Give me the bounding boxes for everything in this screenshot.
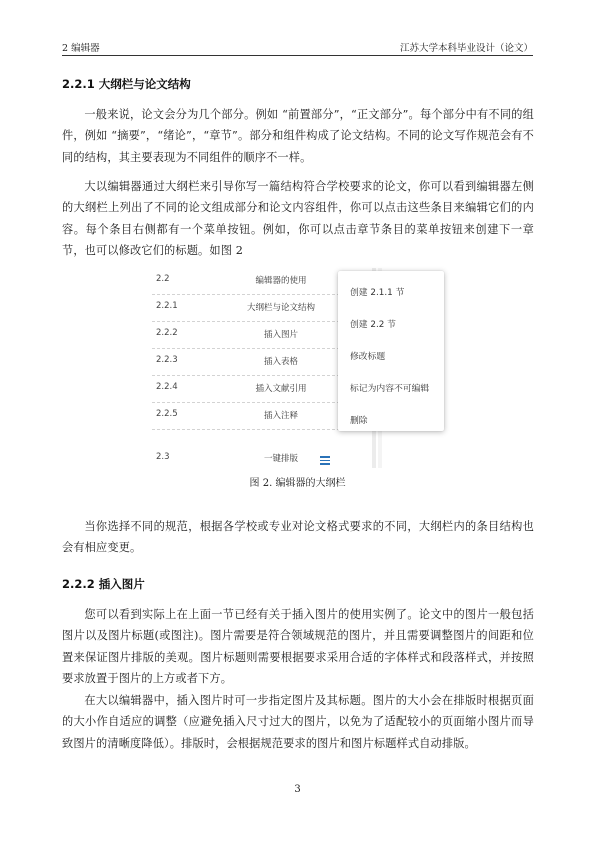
outline-row-title: 插入表格 (263, 357, 298, 367)
outline-row-number: 2.2.3 (156, 355, 178, 365)
outline-row-title: 插入注释 (263, 411, 298, 421)
running-header-right: 江苏大学本科毕业设计（论文） (399, 43, 533, 54)
paragraph: 一般来说，论文会分为几个部分。例如 “前置部分”，“正文部分”。每个部分中有不同的组件，例如 “摘要”，“绪论”，“章节”。部分和组件构成了论文结构。不同的论文写作规范会有不同的结构，其主要表现为不同组件的顺序不一样。 (62, 108, 534, 164)
context-menu (338, 271, 444, 431)
menu-item-create-section[interactable]: 创建 2.2 节 (350, 320, 396, 330)
header-rule (62, 55, 533, 56)
paragraph: 在大以编辑器中，插入图片时可一步指定图片及其标题。图片的大小会在排版时根据页面的大小作自适应的调整（应避免插入尺寸过大的图片，以免为了适配较小的页面缩小图片而导致图片的清晰度降低）。排版时，会根据规范要求的图片和图片标题样式自动排版。 (62, 694, 534, 750)
outline-row-number: 2.2 (156, 274, 170, 284)
running-header-left: 2 编辑器 (62, 43, 100, 54)
paragraph: 大以编辑器通过大纲栏来引导你写一篇结构符合学校要求的论文，你可以看到编辑器左侧的大纲栏上列出了不同的论文组成部分和论文内容组件，你可以点击这些条目来编辑它们的内容。每个条目右侧都有一个菜单按钮。例如，你可以点击章节条目的菜单按钮来创建下一章节，也可以修改它们的标题。如图 2 (62, 180, 534, 258)
outline-row-number: 2.2.1 (156, 301, 178, 311)
paragraph: 当你选择不同的规范，根据各学校或专业对论文格式要求的不同，大纲栏内的条目结构也会有相应变更。 (62, 520, 534, 555)
outline-row[interactable] (148, 430, 380, 468)
paragraph: 您可以看到实际上在上面一节已经有关于插入图片的使用实例了。论文中的图片一般包括图片以及图片标题(或图注)。图片需要是符合领域规范的图片，并且需要调整图片的间距和位置来保证图片排版的美观。图片标题则需要根据要求采用合适的字体样式和段落样式，并按照要求放置于图片的上方或者下方。 (62, 608, 534, 686)
menu-item-rename[interactable]: 修改标题 (350, 352, 386, 362)
outline-row-title: 编辑器的使用 (255, 276, 307, 286)
outline-row-number: 2.2.4 (156, 382, 178, 392)
menu-item-lock-content[interactable]: 标记为内容不可编辑 (350, 384, 430, 394)
section-heading-2-2-1: 2.2.1 大纲栏与论文结构 (62, 77, 191, 91)
menu-item-delete[interactable]: 删除 (350, 416, 368, 426)
outline-row-title: 插入文献引用 (255, 384, 307, 394)
outline-row-title: 一键排版 (263, 454, 298, 464)
outline-row-number: 2.2.5 (156, 409, 178, 419)
outline-row-title: 插入图片 (263, 330, 298, 340)
figure-caption: 图 2. 编辑器的大纲栏 (249, 478, 346, 489)
outline-row-title: 大纲栏与论文结构 (246, 303, 315, 313)
outline-figure (148, 268, 444, 468)
outline-row-number: 2.3 (156, 452, 170, 462)
page-number: 3 (294, 784, 301, 795)
outline-row-number: 2.2.2 (156, 328, 178, 338)
section-heading-2-2-2: 2.2.2 插入图片 (62, 577, 145, 591)
list-menu-icon[interactable] (318, 455, 332, 465)
menu-item-create-subsection[interactable]: 创建 2.1.1 节 (350, 288, 405, 298)
